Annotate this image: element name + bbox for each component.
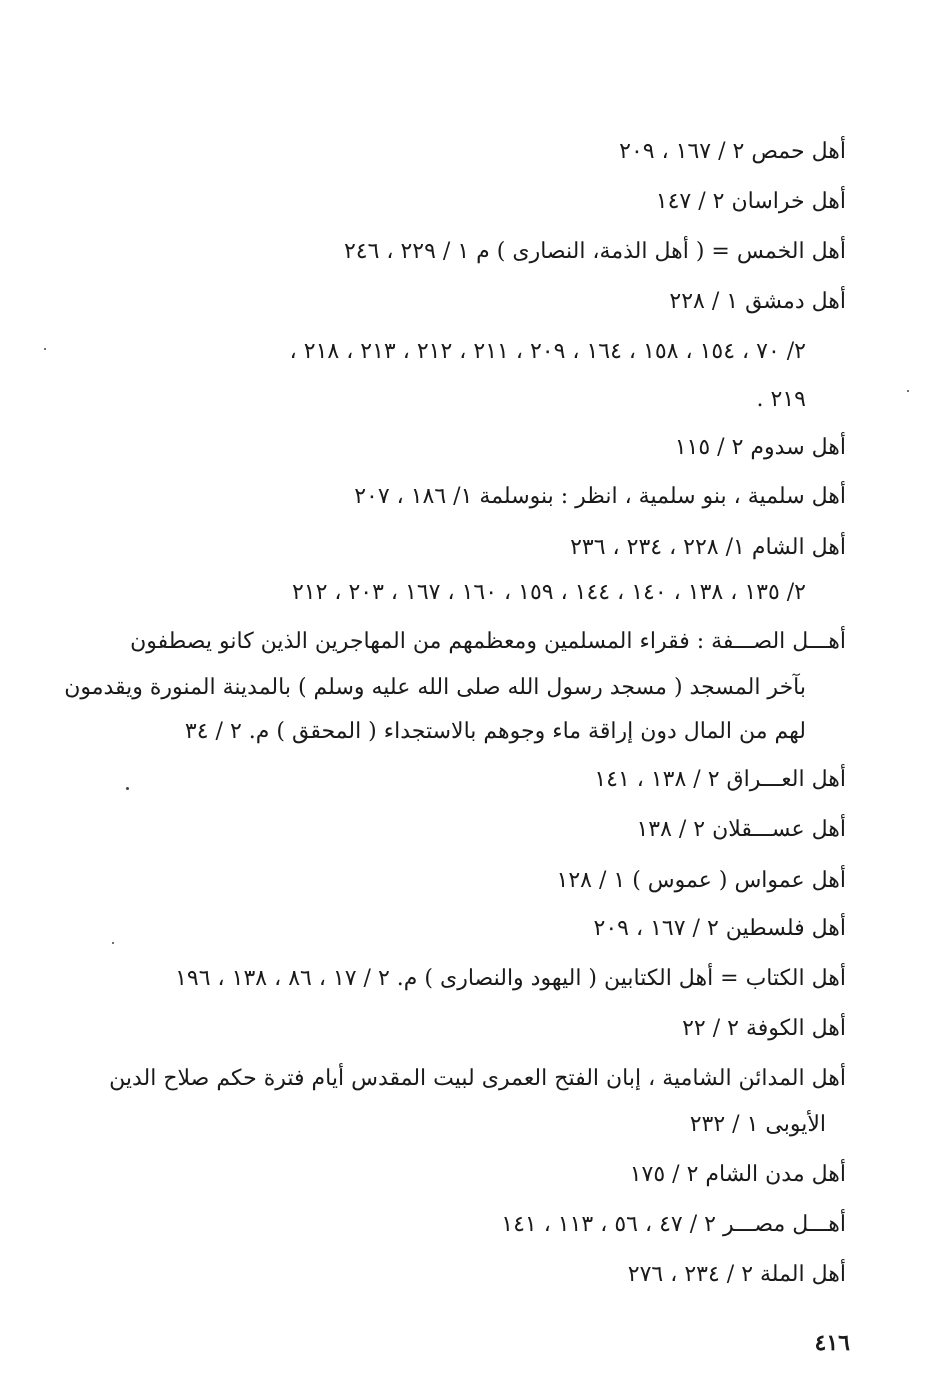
index-entry: أهل المدائن الشامية ، إبان الفتح العمرى لبيت المقدس أيام فترة حكم صلاح الدين xyxy=(109,1066,846,1091)
index-entry-continuation: ٢/ ٧٠ ، ١٥٤ ، ١٥٨ ، ١٦٤ ، ٢٠٩ ، ٢١١ ، ٢١٢ ، ٢١٣ ، ٢١٨ ، xyxy=(289,339,806,364)
index-entry: أهل الشام ١/ ٢٢٨ ، ٢٣٤ ، ٢٣٦ xyxy=(570,535,846,560)
print-speck xyxy=(112,942,114,944)
index-entry: أهل مدن الشام ٢ / ١٧٥ xyxy=(629,1162,846,1187)
index-entry-continuation: ٢١٩ . xyxy=(756,387,806,412)
print-speck xyxy=(126,787,129,790)
index-entry: أهل خراسان ٢ / ١٤٧ xyxy=(655,189,846,214)
index-entry: أهل عســـقلان ٢ / ١٣٨ xyxy=(636,817,846,842)
index-entry: أهـــل الصـــفة : فقراء المسلمين ومعظمهم من المهاجرين الذين كانو يصطفون xyxy=(130,629,846,654)
page-number: ٤١٦ xyxy=(814,1330,850,1356)
index-entry: أهل الملة ٢ / ٢٣٤ ، ٢٧٦ xyxy=(627,1262,846,1287)
index-entry: أهـــل مصـــر ٢ / ٤٧ ، ٥٦ ، ١١٣ ، ١٤١ xyxy=(501,1212,846,1237)
index-entry: أهل الكتاب = أهل الكتابين ( اليهود والنصارى ) م. ٢ / ١٧ ، ٨٦ ، ١٣٨ ، ١٩٦ xyxy=(175,966,846,991)
index-entry: أهل العـــراق ٢ / ١٣٨ ، ١٤١ xyxy=(594,767,846,792)
index-entry-continuation: لهم من المال دون إراقة ماء وجوهم بالاستجداء ( المحقق ) م. ٢ / ٣٤ xyxy=(184,719,806,744)
index-entry: أهل حمص ٢ / ١٦٧ ، ٢٠٩ xyxy=(619,139,846,164)
index-entry: أهل سدوم ٢ / ١١٥ xyxy=(674,435,846,460)
index-entry-continuation: ٢/ ١٣٥ ، ١٣٨ ، ١٤٠ ، ١٤٤ ، ١٥٩ ، ١٦٠ ، ١٦٧ ، ٢٠٣ ، ٢١٢ xyxy=(291,580,806,605)
index-entry: أهل الكوفة ٢ / ٢٢ xyxy=(682,1016,846,1041)
index-entry: أهل فلسطين ٢ / ١٦٧ ، ٢٠٩ xyxy=(593,916,846,941)
index-entry-continuation: بآخر المسجد ( مسجد رسول الله صلى الله عليه وسلم ) بالمدينة المنورة ويقدمون xyxy=(64,675,806,700)
index-entry: أهل دمشق ١ / ٢٢٨ xyxy=(669,289,846,314)
index-entry: أهل الخمس = ( أهل الذمة، النصارى ) م ١ / ٢٢٩ ، ٢٤٦ xyxy=(343,239,846,264)
index-entry: أهل عمواس ( عموس ) ١ / ١٢٨ xyxy=(556,868,846,893)
print-speck xyxy=(44,348,46,350)
index-entry-continuation: الأيوبى ١ / ٢٣٢ xyxy=(689,1112,826,1137)
print-speck xyxy=(907,390,909,392)
index-entry: أهل سلمية ، بنو سلمية ، انظر : بنوسلمة ١/ ١٨٦ ، ٢٠٧ xyxy=(354,484,846,509)
